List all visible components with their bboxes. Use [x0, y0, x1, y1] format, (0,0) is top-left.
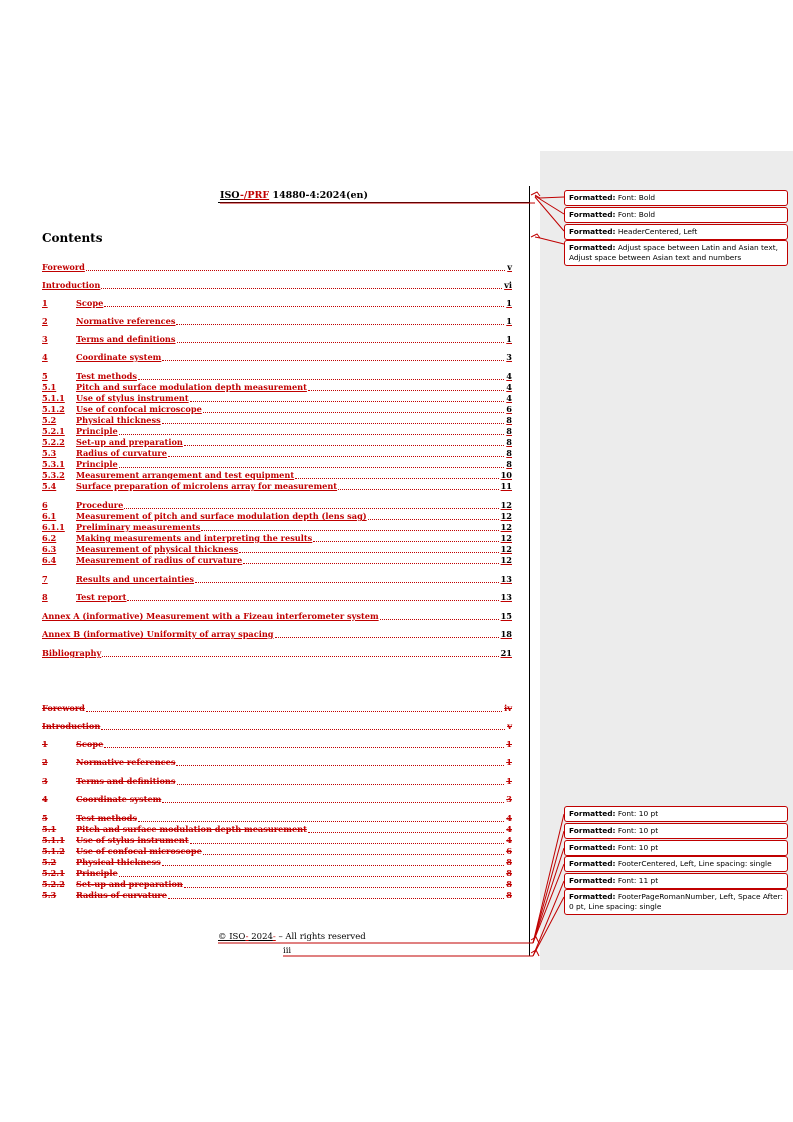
toc-leader-dots: [308, 389, 504, 391]
contents-title: Contents: [42, 231, 103, 245]
toc-entry-page: 4: [506, 371, 512, 381]
toc-entry-page: iv: [504, 703, 512, 713]
toc-leader-dots: [338, 488, 499, 490]
toc-entry-number: 5.2.1: [42, 426, 65, 436]
toc-leader-dots: [176, 764, 504, 766]
toc-deleted-entry[interactable]: [42, 890, 512, 901]
toc-leader-dots: [201, 529, 498, 531]
toc-leader-dots: [138, 378, 504, 380]
toc-entry[interactable]: [42, 500, 512, 511]
format-balloon[interactable]: [564, 840, 788, 856]
toc-entry-page: 12: [500, 533, 512, 543]
toc-entry-page: 6: [506, 404, 512, 414]
toc-entry-page: 1: [506, 298, 512, 308]
toc-entry[interactable]: [42, 522, 512, 533]
toc-entry-title: Physical thickness: [76, 415, 161, 425]
toc-entry-number: 5.1.1: [42, 835, 65, 845]
toc-entry-page: 12: [500, 544, 512, 554]
toc-entry-page: 12: [500, 522, 512, 532]
toc-entry-number: 5.2: [42, 415, 57, 425]
toc-entry-number: 8: [42, 592, 48, 602]
toc-entry[interactable]: [42, 555, 512, 566]
footer-page-number: iii: [283, 946, 292, 956]
toc-entry-number: 6: [42, 500, 48, 510]
toc-leader-dots: [176, 323, 504, 325]
toc-leader-dots: [101, 728, 505, 730]
toc-entry-number: 5.1: [42, 824, 57, 834]
toc-entry-number: 6.3: [42, 544, 57, 554]
toc-entry-number: 1: [42, 298, 48, 308]
toc-leader-dots: [104, 305, 504, 307]
toc-entry-page: 8: [506, 426, 512, 436]
toc-deleted-entry[interactable]: [42, 835, 512, 846]
toc-entry-page: 8: [506, 890, 512, 900]
toc-leader-dots: [104, 746, 504, 748]
header-inserted-text: /PRF: [243, 190, 270, 201]
toc-entry-title: Coordinate system: [76, 794, 162, 804]
toc-entry-number: 2: [42, 316, 48, 326]
balloon-label: Formatted:: [569, 826, 616, 835]
toc-entry-page: 11: [500, 481, 512, 491]
toc-leader-dots: [177, 341, 505, 343]
toc-entry-number: 5.3: [42, 448, 57, 458]
toc-entry-page: 15: [500, 611, 512, 621]
toc-entry-title: Test methods: [76, 371, 138, 381]
toc-entry[interactable]: [42, 511, 512, 522]
toc-entry-number: 5.1: [42, 382, 57, 392]
toc-entry-number: 5.4: [42, 481, 57, 491]
toc-entry-page: 1: [506, 739, 512, 749]
toc-entry-title: Radius of curvature: [76, 890, 167, 900]
toc-entry[interactable]: [42, 382, 512, 393]
toc-entry[interactable]: [42, 629, 512, 640]
toc-leader-dots: [184, 444, 504, 446]
toc-entry-page: 8: [506, 857, 512, 867]
toc-entry-number: 6.1.1: [42, 522, 65, 532]
toc-entry-page: 3: [506, 794, 512, 804]
balloon-label: Formatted:: [569, 809, 616, 818]
toc-leader-dots: [119, 875, 505, 877]
toc-entry-number: 5.2.1: [42, 868, 65, 878]
toc-entry-page: 8: [506, 448, 512, 458]
toc-entry-title: Measurement of pitch and surface modulation depth (lens sag): [76, 511, 367, 521]
format-balloon[interactable]: [564, 207, 788, 223]
toc-entry-page: 4: [506, 813, 512, 823]
toc-leader-dots: [102, 655, 498, 657]
toc-entry-number: 5.2.2: [42, 879, 65, 889]
balloon-text: FooterPageRomanNumber, Left, Space After: 0 pt, Line spacing: single: [569, 892, 783, 911]
toc-entry-number: 5.1.2: [42, 846, 65, 856]
toc-entry-title: Use of stylus instrument: [76, 835, 189, 845]
toc-entry-title: Foreword: [42, 703, 85, 713]
toc-entry[interactable]: [42, 592, 512, 603]
toc-leader-dots: [380, 618, 499, 620]
toc-entry-title: Bibliography: [42, 648, 102, 658]
toc-entry-number: 4: [42, 352, 48, 362]
document-header[interactable]: [220, 190, 520, 201]
toc-entry-number: 5: [42, 813, 48, 823]
toc-entry[interactable]: [42, 262, 512, 273]
toc-entry-page: 1: [506, 776, 512, 786]
toc-entry-title: Procedure: [76, 500, 124, 510]
toc-entry-page: 6: [506, 846, 512, 856]
toc-entry-number: 5.2.2: [42, 437, 65, 447]
header-rule: [218, 202, 529, 203]
toc-entry-number: 3: [42, 776, 48, 786]
toc-entry-page: v: [507, 721, 512, 731]
toc-entry-page: 18: [500, 629, 512, 639]
balloon-text: FooterCentered, Left, Line spacing: single: [615, 859, 772, 868]
toc-entry[interactable]: [42, 352, 512, 363]
format-balloon[interactable]: [564, 224, 788, 240]
toc-deleted-entry[interactable]: [42, 794, 512, 805]
footer-year: 2024: [248, 932, 273, 942]
toc-entry-title: Measurement arrangement and test equipment: [76, 470, 295, 480]
toc-deleted-entry[interactable]: [42, 721, 512, 732]
balloon-text: Font: 11 pt: [615, 876, 659, 885]
toc-leader-dots: [162, 359, 504, 361]
toc-leader-dots: [124, 507, 498, 509]
balloon-label: Formatted:: [569, 243, 616, 252]
toc-entry-title: Normative references: [76, 757, 176, 767]
toc-entry-title: Use of confocal microscope: [76, 404, 202, 414]
balloon-text: Adjust space between Latin and Asian text, Adjust space between Asian text and numbers: [569, 243, 778, 262]
toc-entry-title: Test report: [76, 592, 127, 602]
toc-entry[interactable]: [42, 316, 512, 327]
format-balloon[interactable]: [564, 823, 788, 839]
toc-entry-page: 1: [506, 334, 512, 344]
toc-leader-dots: [184, 886, 504, 888]
toc-entry-page: 8: [506, 437, 512, 447]
toc-leader-dots: [119, 433, 505, 435]
toc-leader-dots: [239, 551, 498, 553]
toc-leader-dots: [127, 599, 498, 601]
toc-entry-title: Scope: [76, 298, 104, 308]
toc-leader-dots: [138, 820, 504, 822]
toc-entry-title: Terms and definitions: [76, 334, 176, 344]
toc-entry-page: v: [507, 262, 512, 272]
format-balloon[interactable]: [564, 190, 788, 206]
toc-entry[interactable]: [42, 481, 512, 492]
toc-deleted-entry[interactable]: [42, 739, 512, 750]
format-balloon[interactable]: [564, 856, 788, 872]
toc-entry-title: Set-up and preparation: [76, 879, 183, 889]
toc-entry-page: 1: [506, 316, 512, 326]
toc-leader-dots: [195, 581, 499, 583]
toc-entry-title: Pitch and surface modulation depth measurement: [76, 824, 307, 834]
toc-entry-number: 5.3.1: [42, 459, 65, 469]
toc-leader-dots: [162, 801, 504, 803]
toc-leader-dots: [203, 411, 504, 413]
toc-entry-page: 8: [506, 415, 512, 425]
toc-entry-number: 5.1.2: [42, 404, 65, 414]
toc-leader-dots: [177, 783, 505, 785]
toc-entry-page: 13: [500, 592, 512, 602]
toc-entry-title: Coordinate system: [76, 352, 162, 362]
balloon-text: Font: Bold: [615, 193, 656, 202]
toc-entry[interactable]: [42, 334, 512, 345]
toc-entry-number: 6.4: [42, 555, 57, 565]
toc-entry-page: 4: [506, 835, 512, 845]
toc-leader-dots: [168, 455, 504, 457]
toc-leader-dots: [119, 466, 505, 468]
toc-entry-page: 4: [506, 824, 512, 834]
balloon-text: HeaderCentered, Left: [615, 227, 698, 236]
toc-entry-page: 12: [500, 500, 512, 510]
footer-rights: – All rights reserved: [275, 932, 366, 942]
toc-entry-page: vi: [504, 280, 512, 290]
toc-entry-number: 6.1: [42, 511, 57, 521]
toc-leader-dots: [162, 864, 505, 866]
toc-entry-number: 5.1.1: [42, 393, 65, 403]
toc-entry[interactable]: [42, 611, 512, 622]
toc-entry[interactable]: [42, 533, 512, 544]
toc-entry-page: 8: [506, 879, 512, 889]
toc-entry-page: 12: [500, 511, 512, 521]
toc-entry-title: Preliminary measurements: [76, 522, 201, 532]
toc-entry-title: Use of confocal microscope: [76, 846, 202, 856]
toc-entry-page: 4: [506, 382, 512, 392]
toc-entry-page: 3: [506, 352, 512, 362]
toc-deleted-entry[interactable]: [42, 868, 512, 879]
toc-entry[interactable]: [42, 404, 512, 415]
toc-entry-title: Normative references: [76, 316, 176, 326]
toc-entry-title: Use of stylus instrument: [76, 393, 189, 403]
balloon-text: Font: Bold: [615, 210, 656, 219]
footer-dash: -: [245, 932, 249, 942]
format-balloon[interactable]: [564, 873, 788, 889]
toc-entry[interactable]: [42, 448, 512, 459]
toc-entry[interactable]: [42, 470, 512, 481]
toc-leader-dots: [295, 477, 498, 479]
toc-entry-title: Test methods: [76, 813, 138, 823]
toc-leader-dots: [275, 636, 499, 638]
toc-entry[interactable]: [42, 648, 512, 659]
toc-entry-page: 8: [506, 459, 512, 469]
toc-entry-title: Scope: [76, 739, 104, 749]
toc-entry-title: Annex A (informative) Measurement with a Fizeau interferometer system: [42, 611, 379, 621]
balloon-label: Formatted:: [569, 193, 616, 202]
toc-entry-number: 7: [42, 574, 48, 584]
toc-entry[interactable]: [42, 298, 512, 309]
toc-deleted-entry[interactable]: [42, 703, 512, 714]
toc-entry[interactable]: [42, 393, 512, 404]
toc-entry-number: 5.3: [42, 890, 57, 900]
footer-copyright[interactable]: [218, 932, 366, 942]
toc-entry[interactable]: [42, 426, 512, 437]
toc-leader-dots: [101, 287, 502, 289]
toc-entry-page: 8: [506, 868, 512, 878]
toc-entry[interactable]: [42, 371, 512, 382]
toc-entry-number: 5.3.2: [42, 470, 65, 480]
toc-leader-dots: [86, 710, 502, 712]
toc-entry[interactable]: [42, 415, 512, 426]
toc-entry-title: Measurement of physical thickness: [76, 544, 239, 554]
toc-entry-title: Introduction: [42, 721, 101, 731]
toc-deleted-entry[interactable]: [42, 757, 512, 768]
toc-entry-number: 4: [42, 794, 48, 804]
balloon-label: Formatted:: [569, 843, 616, 852]
toc-entry-title: Principle: [76, 459, 118, 469]
toc-deleted-entry[interactable]: [42, 813, 512, 824]
toc-entry[interactable]: [42, 544, 512, 555]
toc-leader-dots: [162, 422, 505, 424]
balloon-label: Formatted:: [569, 859, 616, 868]
toc-entry-title: Surface preparation of microlens array for measurement: [76, 481, 338, 491]
balloon-label: Formatted:: [569, 876, 616, 885]
toc-entry-page: 13: [500, 574, 512, 584]
format-balloon[interactable]: [564, 889, 788, 915]
toc-entry-page: 10: [500, 470, 512, 480]
toc-leader-dots: [313, 540, 498, 542]
toc-entry-title: Introduction: [42, 280, 101, 290]
toc-entry-title: Radius of curvature: [76, 448, 167, 458]
balloon-text: Font: 10 pt: [615, 809, 659, 818]
toc-leader-dots: [203, 853, 504, 855]
toc-entry-title: Set-up and preparation: [76, 437, 183, 447]
balloon-text: Font: 10 pt: [615, 843, 659, 852]
toc-deleted-entry[interactable]: [42, 857, 512, 868]
toc-entry-page: 1: [506, 757, 512, 767]
header-prefix: ISO: [220, 190, 240, 201]
change-bar: [529, 186, 530, 956]
toc-leader-dots: [190, 842, 505, 844]
toc-entry-title: Physical thickness: [76, 857, 161, 867]
toc-deleted-entry[interactable]: [42, 776, 512, 787]
toc-entry-page: 12: [500, 555, 512, 565]
footer-copyright-prefix: © ISO: [218, 932, 246, 942]
format-balloon[interactable]: [564, 806, 788, 822]
toc-leader-dots: [243, 562, 498, 564]
toc-entry-title: Terms and definitions: [76, 776, 176, 786]
balloon-text: Font: 10 pt: [615, 826, 659, 835]
balloon-label: Formatted:: [569, 892, 616, 901]
toc-entry-title: Annex B (informative) Uniformity of array spacing: [42, 629, 274, 639]
toc-entry-title: Principle: [76, 868, 118, 878]
toc-entry-number: 6.2: [42, 533, 57, 543]
toc-entry-title: Making measurements and interpreting the results: [76, 533, 313, 543]
toc-entry-title: Results and uncertainties: [76, 574, 195, 584]
header-separator: -: [239, 190, 244, 201]
toc-entry-number: 2: [42, 757, 48, 767]
header-suffix: 14880-4:2024(en): [269, 190, 368, 201]
format-balloon[interactable]: [564, 240, 788, 266]
toc-leader-dots: [190, 400, 505, 402]
toc-entry-number: 5: [42, 371, 48, 381]
toc-entry-number: 5.2: [42, 857, 57, 867]
toc-entry-title: Pitch and surface modulation depth measurement: [76, 382, 307, 392]
toc-entry[interactable]: [42, 459, 512, 470]
toc-entry-title: Measurement of radius of curvature: [76, 555, 243, 565]
toc-leader-dots: [308, 831, 504, 833]
toc-deleted-entry[interactable]: [42, 879, 512, 890]
toc-entry[interactable]: [42, 574, 512, 585]
toc-entry-page: 4: [506, 393, 512, 403]
toc-deleted-entry[interactable]: [42, 824, 512, 835]
toc-leader-dots: [168, 897, 504, 899]
toc-entry-number: 1: [42, 739, 48, 749]
footer-dash-2: -: [272, 932, 276, 942]
balloon-label: Formatted:: [569, 227, 616, 236]
toc-leader-dots: [368, 518, 499, 520]
toc-entry-title: Principle: [76, 426, 118, 436]
toc-deleted-entry[interactable]: [42, 846, 512, 857]
toc-leader-dots: [86, 269, 505, 271]
toc-entry[interactable]: [42, 437, 512, 448]
toc-entry[interactable]: [42, 280, 512, 291]
toc-entry-number: 3: [42, 334, 48, 344]
toc-entry-page: 21: [500, 648, 512, 658]
balloon-label: Formatted:: [569, 210, 616, 219]
toc-entry-title: Foreword: [42, 262, 85, 272]
